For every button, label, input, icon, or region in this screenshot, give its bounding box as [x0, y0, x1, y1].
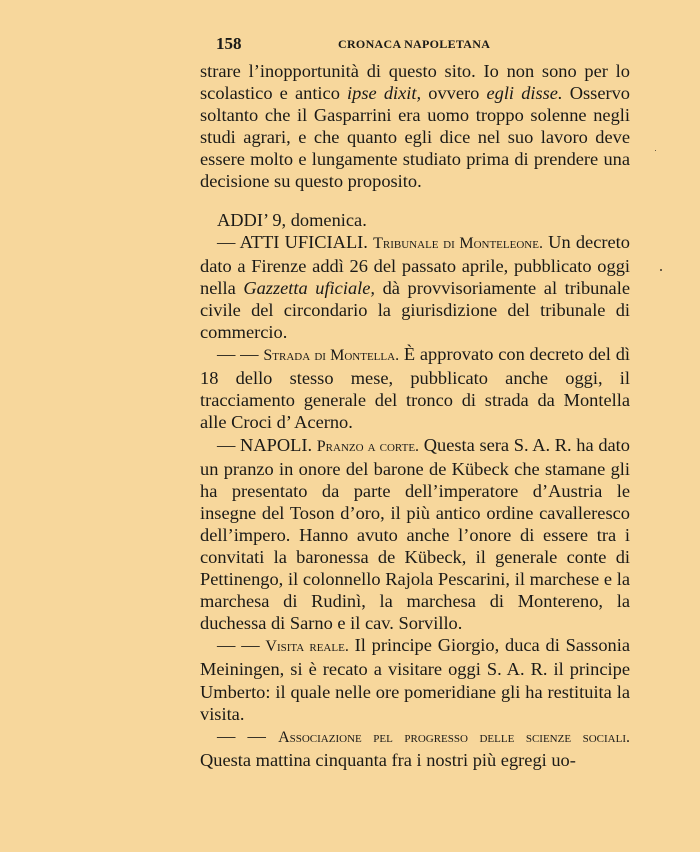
paper-speck [655, 150, 656, 151]
entry-lead: — — [217, 635, 266, 656]
page-number: 158 [216, 34, 242, 53]
entry-lead: — ATTI UFICIALI. [217, 231, 374, 252]
entry-lead: — NAPOLI. [217, 434, 317, 455]
paragraph-text: È approvato con decreto del dì 18 dello stesso mese, pubblicato anche oggi, il tracciamento generale del tronco di strada da Montella alle Croci d’ Acerno. [200, 344, 631, 433]
paragraph-strada-montella [200, 343, 630, 433]
entry-heading: Associazione pel progresso delle scienze sociali. [278, 728, 630, 746]
paragraph-text: Questa sera S. A. R. ha dato un pranzo in onore del barone de Kübeck che stamane gli ha presentato da parte dell’imperatore d’Austria le insegne del Toson d’oro, il più antico ordine cavalleresco dell’impero. Hanno avuto anche l’onore di essere tra i convitati la baronessa de Kübeck, il generale conte di Pettinengo, il colonnello Rajola Pescarini, il marchese e la marchesa di Rudinì, la marchesa di Montereno, la duchessa di Sarno e il cav. Sorvillo. [200, 434, 630, 634]
entry-lead: — — [217, 344, 264, 365]
paper-speck [660, 269, 662, 271]
entry-heading: Pranzo a corte. [316, 437, 420, 455]
page-body [200, 60, 630, 771]
paragraph-atti-uficiali [200, 231, 630, 343]
paragraph-text: Osservo soltanto che il Gasparrini era uomo troppo solenne negli studi agrari, e che quanto egli dice nel suo lavoro deve essere molto e lungamente studiato prima di prendere una decisione su questo proposito. [200, 83, 630, 192]
paragraph-gasparrini [200, 60, 630, 193]
entry-heading: Tribunale di Monteleone. [373, 234, 543, 252]
date-line: ADDI’ 9, domenica. [217, 209, 367, 230]
running-head: CRONACA NAPOLETANA [338, 37, 491, 51]
entry-heading: Visita reale. [265, 638, 349, 656]
italic-phrase: ipse dixit, [347, 83, 422, 104]
paragraph-text: ovvero [421, 83, 487, 104]
paragraph-napoli-pranzo [200, 434, 630, 635]
italic-phrase: Gazzetta uficiale, [243, 277, 376, 298]
paragraph-text: Questa mattina cinquanta fra i nostri più egregi uo- [200, 749, 576, 770]
entry-heading: Strada di Montella. [263, 347, 400, 365]
paragraph-associazione [200, 725, 630, 771]
italic-phrase: egli disse. [486, 83, 563, 104]
paragraph-text: Un decreto dato a Firenze addì 26 del passato aprile, pubblicato oggi nella [200, 231, 630, 298]
paragraph-visita-reale [200, 634, 630, 724]
section-spacer [200, 193, 630, 209]
paragraph-text: Il principe Giorgio, duca di Sassonia Meiningen, si è recato a visitare oggi S. A. R. il principe Umberto: il quale nelle ore pomeridiane gli ha restituita la visita. [200, 635, 630, 724]
paragraph-text: dà provvisoriamente al tribunale civile del circondario la giurisdizione del tribunale di commercio. [200, 277, 630, 343]
page-header [200, 34, 630, 56]
entry-lead: — — [217, 725, 279, 746]
paragraph-text: strare l’inopportunità di questo sito. Io non sono per lo scolastico e antico [200, 61, 630, 104]
